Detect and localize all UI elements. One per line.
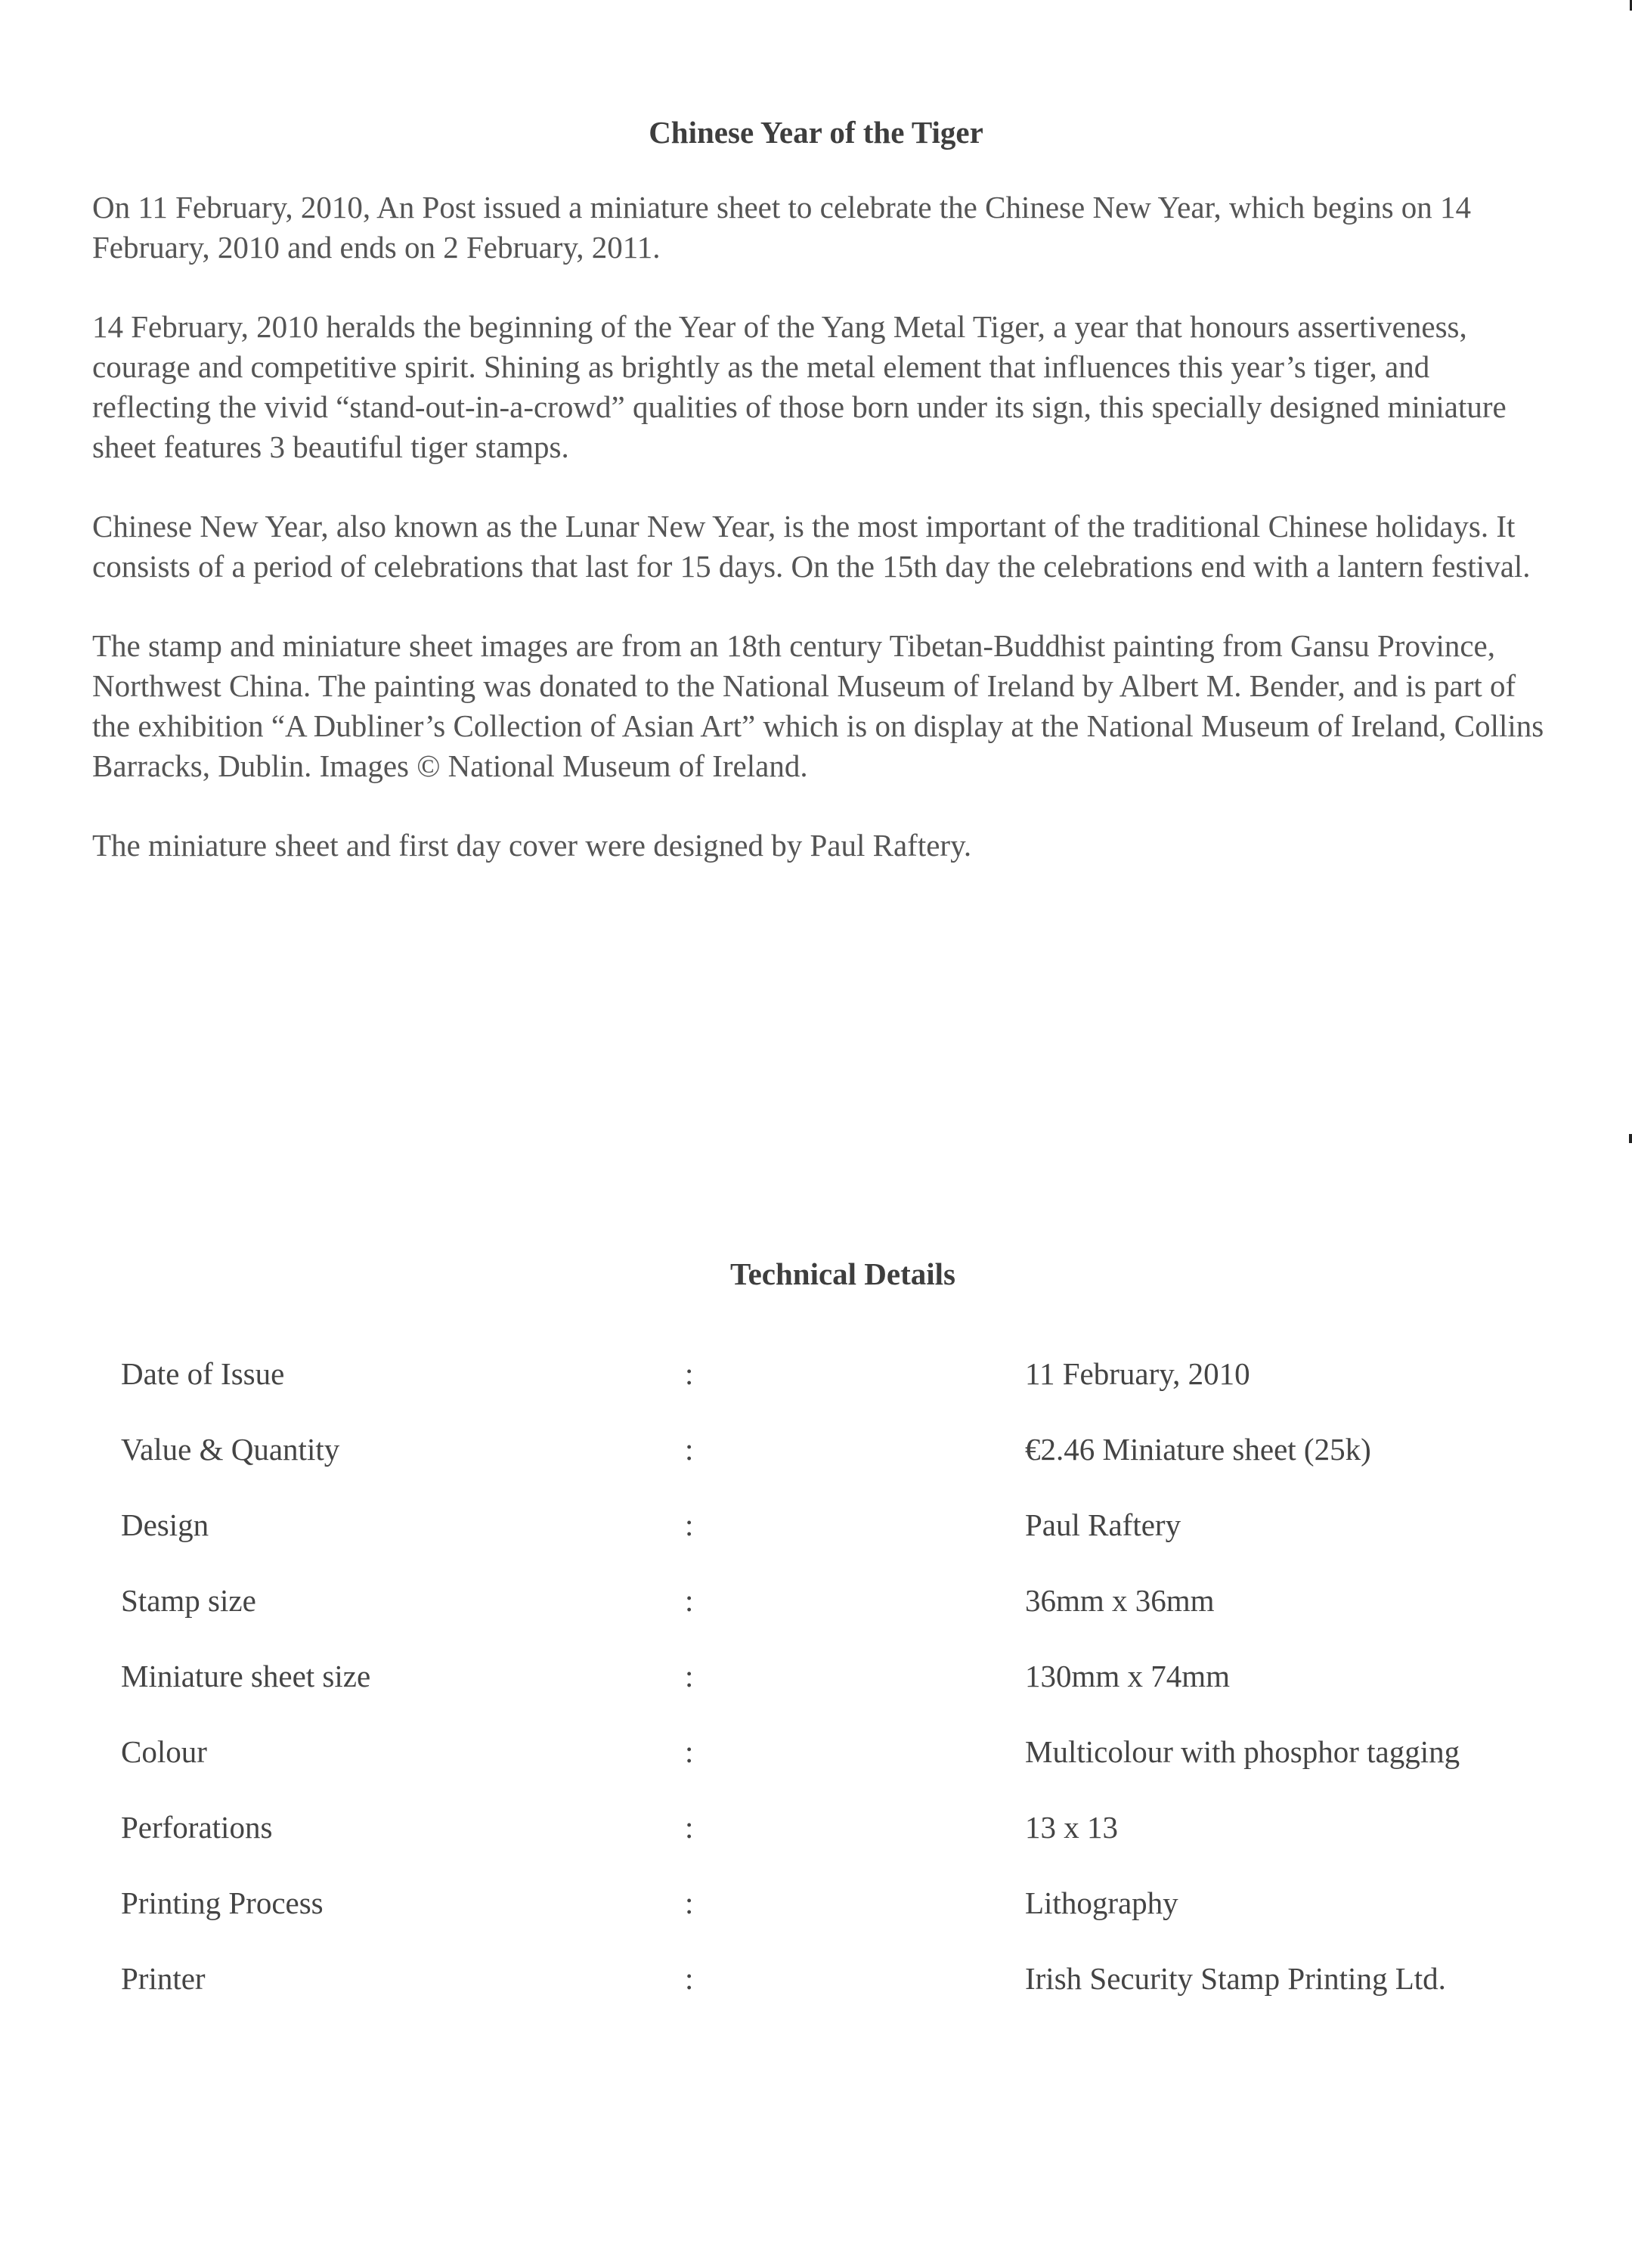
detail-separator: :	[685, 1961, 694, 1996]
detail-separator: :	[685, 1583, 694, 1618]
detail-row-miniature-sheet-size	[121, 1656, 1557, 1731]
detail-separator: :	[685, 1432, 694, 1467]
detail-row-colour	[121, 1731, 1557, 1807]
technical-details-heading: Technical Details	[729, 1256, 955, 1291]
technical-details-table	[121, 1353, 1557, 2034]
detail-separator: :	[685, 1356, 694, 1391]
detail-value: 11 February, 2010	[1025, 1356, 1250, 1391]
detail-value: 36mm x 36mm	[1025, 1583, 1215, 1618]
detail-row-stamp-size	[121, 1580, 1557, 1656]
scan-edge-mark-middle	[1629, 1134, 1632, 1143]
document-body	[92, 187, 1547, 905]
detail-label: Stamp size	[121, 1583, 256, 1618]
document-title: Chinese Year of the Tiger	[649, 115, 983, 150]
detail-value: Paul Raftery	[1025, 1507, 1181, 1542]
detail-separator: :	[685, 1885, 694, 1920]
paragraph-year-of-tiger: 14 February, 2010 heralds the beginning of the Year of the Yang Metal Tiger, a year that honours assertiveness, courage and competitive spirit. Shining as brightly as the metal element that influences this year’s tiger, and reflecting the vivid “stand-out-in-a-crowd” qualities of those born under its sign, this specially designed miniature sheet features 3 beautiful tiger stamps.	[92, 309, 1507, 464]
paragraph-designer: The miniature sheet and first day cover were designed by Paul Raftery.	[92, 828, 972, 863]
detail-separator: :	[685, 1507, 694, 1542]
detail-value: 130mm x 74mm	[1025, 1659, 1231, 1693]
detail-label: Date of Issue	[121, 1356, 285, 1391]
detail-label: Printer	[121, 1961, 206, 1996]
detail-row-date-of-issue	[121, 1353, 1557, 1429]
detail-label: Colour	[121, 1734, 207, 1769]
detail-value: Multicolour with phosphor tagging	[1025, 1734, 1460, 1769]
detail-separator: :	[685, 1659, 694, 1693]
detail-label: Design	[121, 1507, 209, 1542]
detail-row-perforations	[121, 1807, 1557, 1882]
detail-row-printing-process	[121, 1882, 1557, 1958]
detail-row-printer	[121, 1958, 1557, 2034]
detail-label: Perforations	[121, 1810, 273, 1845]
detail-value: 13 x 13	[1025, 1810, 1118, 1845]
detail-row-value-quantity	[121, 1429, 1557, 1504]
detail-label: Value & Quantity	[121, 1432, 340, 1467]
detail-value: €2.46 Miniature sheet (25k)	[1025, 1432, 1371, 1467]
detail-value: Irish Security Stamp Printing Ltd.	[1025, 1961, 1446, 1996]
detail-row-design	[121, 1504, 1557, 1580]
detail-separator: :	[685, 1810, 694, 1845]
paragraph-painting-source: The stamp and miniature sheet images are from an 18th century Tibetan-Buddhist painting from Gansu Province, Northwest China. The painting was donated to the National Museum of Ireland by Albert M. Bender, and is part of the exhibition “A Dubliner’s Collection of Asian Art” which is on display at the National Museum of Ireland, Collins Barracks, Dublin. Images © National Museum of Ireland.	[92, 628, 1544, 783]
detail-label: Miniature sheet size	[121, 1659, 371, 1693]
paragraph-lunar-new-year: Chinese New Year, also known as the Lunar New Year, is the most important of the traditional Chinese holidays. It consists of a period of celebrations that last for 15 days. On the 15th day the celebrations end with a lantern festival.	[92, 509, 1531, 584]
detail-value: Lithography	[1025, 1885, 1178, 1920]
detail-label: Printing Process	[121, 1885, 324, 1920]
detail-separator: :	[685, 1734, 694, 1769]
paragraph-issue-date: On 11 February, 2010, An Post issued a miniature sheet to celebrate the Chinese New Year, which begins on 14 February, 2010 and ends on 2 February, 2011.	[92, 190, 1472, 265]
